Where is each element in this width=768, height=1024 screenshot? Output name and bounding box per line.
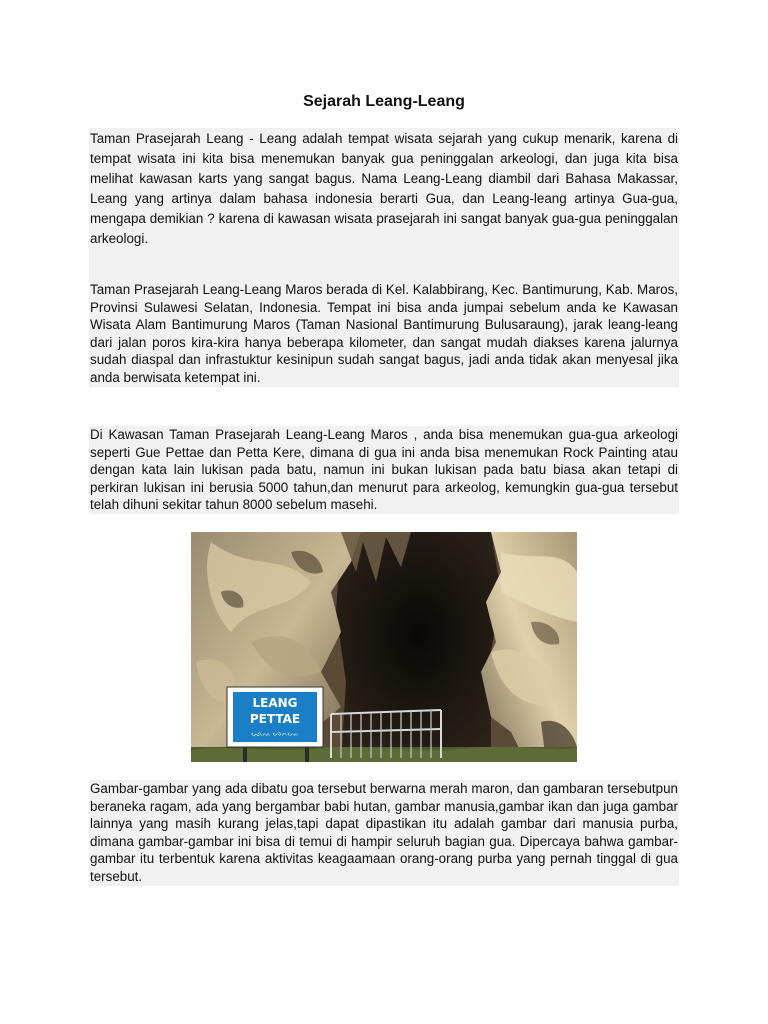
paragraph-location: Taman Prasejarah Leang-Leang Maros berada di Kel. Kalabbirang, Kec. Bantimurung, Kab. Maros, Provinsi Sulawesi Selatan, Indonesia. Tempat ini bisa anda jumpai sebelum anda ke Kawasan Wisata Alam Bantimurung Maros (Taman Nasional Bantimurung Bulusaraung), jarak leang-leang dari jalan poros kira-kira hanya beberapa kilometer, dan sangat mudah diakses karena jalurnya sudah diaspal dan infrastuktur kesinipun sudah sangat bagus, jadi anda tidak akan menyesal jika anda berwisata ketempat ini. [90, 282, 678, 385]
leang-pettae-sign [227, 687, 323, 747]
page-title: Sejarah Leang-Leang [303, 93, 465, 110]
paragraph-caves: Di Kawasan Taman Prasejarah Leang-Leang Maros , anda bisa menemukan gua-gua arkeologi seperti Gue Pettae dan Petta Kere, dimana di gua ini anda bisa menemukan Rock Painting atau dengan kata lain lukisan pada batu, namun ini bukan lukisan pada batu biasa akan tetapi di perkiran lukisan ini berusia 5000 tahun,dan menurut para arkeolog, kemungkin gua-gua tersebut telah dihuni sekitar tahun 8000 sebelum masehi. [90, 427, 678, 513]
sign-line-3: ᨒᨙᨕ ᨄᨙᨈᨕᨙ [251, 730, 299, 738]
sign-line-2: PETTAE [249, 712, 301, 726]
paragraph-paintings: Gambar-gambar yang ada dibatu goa tersebut berwarna merah maron, dan gambaran tersebutpun beraneka ragam, ada yang bergambar babi hutan, gambar manusia,gambar ikan dan juga gambar lainnya yang masih kurang jelas,tapi dapat dipastikan itu adalah gambar dari manusia purba, dimana gambar-gambar ini bisa di temui di hampir seluruh bagian gua. Dipercaya bahwa gambar-gambar itu terbentuk karena aktivitas keagaamaan orang-orang purba yang pernah tinggal di gua tersebut. [90, 781, 678, 884]
paragraph-spacer [89, 251, 679, 281]
cave-photo [191, 532, 577, 762]
paragraph-intro: Taman Prasejarah Leang - Leang adalah tempat wisata sejarah yang cukup menarik, karena di tempat wisata ini kita bisa menemukan banyak gua peninggalan arkeologi, dan juga kita bisa melihat kawasan karts yang sangat bagus. Nama Leang-Leang diambil dari Bahasa Makassar, Leang yang artinya dalam bahasa indonesia berarti Gua, dan Leang-leang artinya Gua-gua, mengapa demikian ? karena di kawasan wisata prasejarah ini sangat banyak gua-gua peninggalan arkeologi. [89, 128, 679, 259]
sign-line-1: LEANG [252, 696, 298, 710]
